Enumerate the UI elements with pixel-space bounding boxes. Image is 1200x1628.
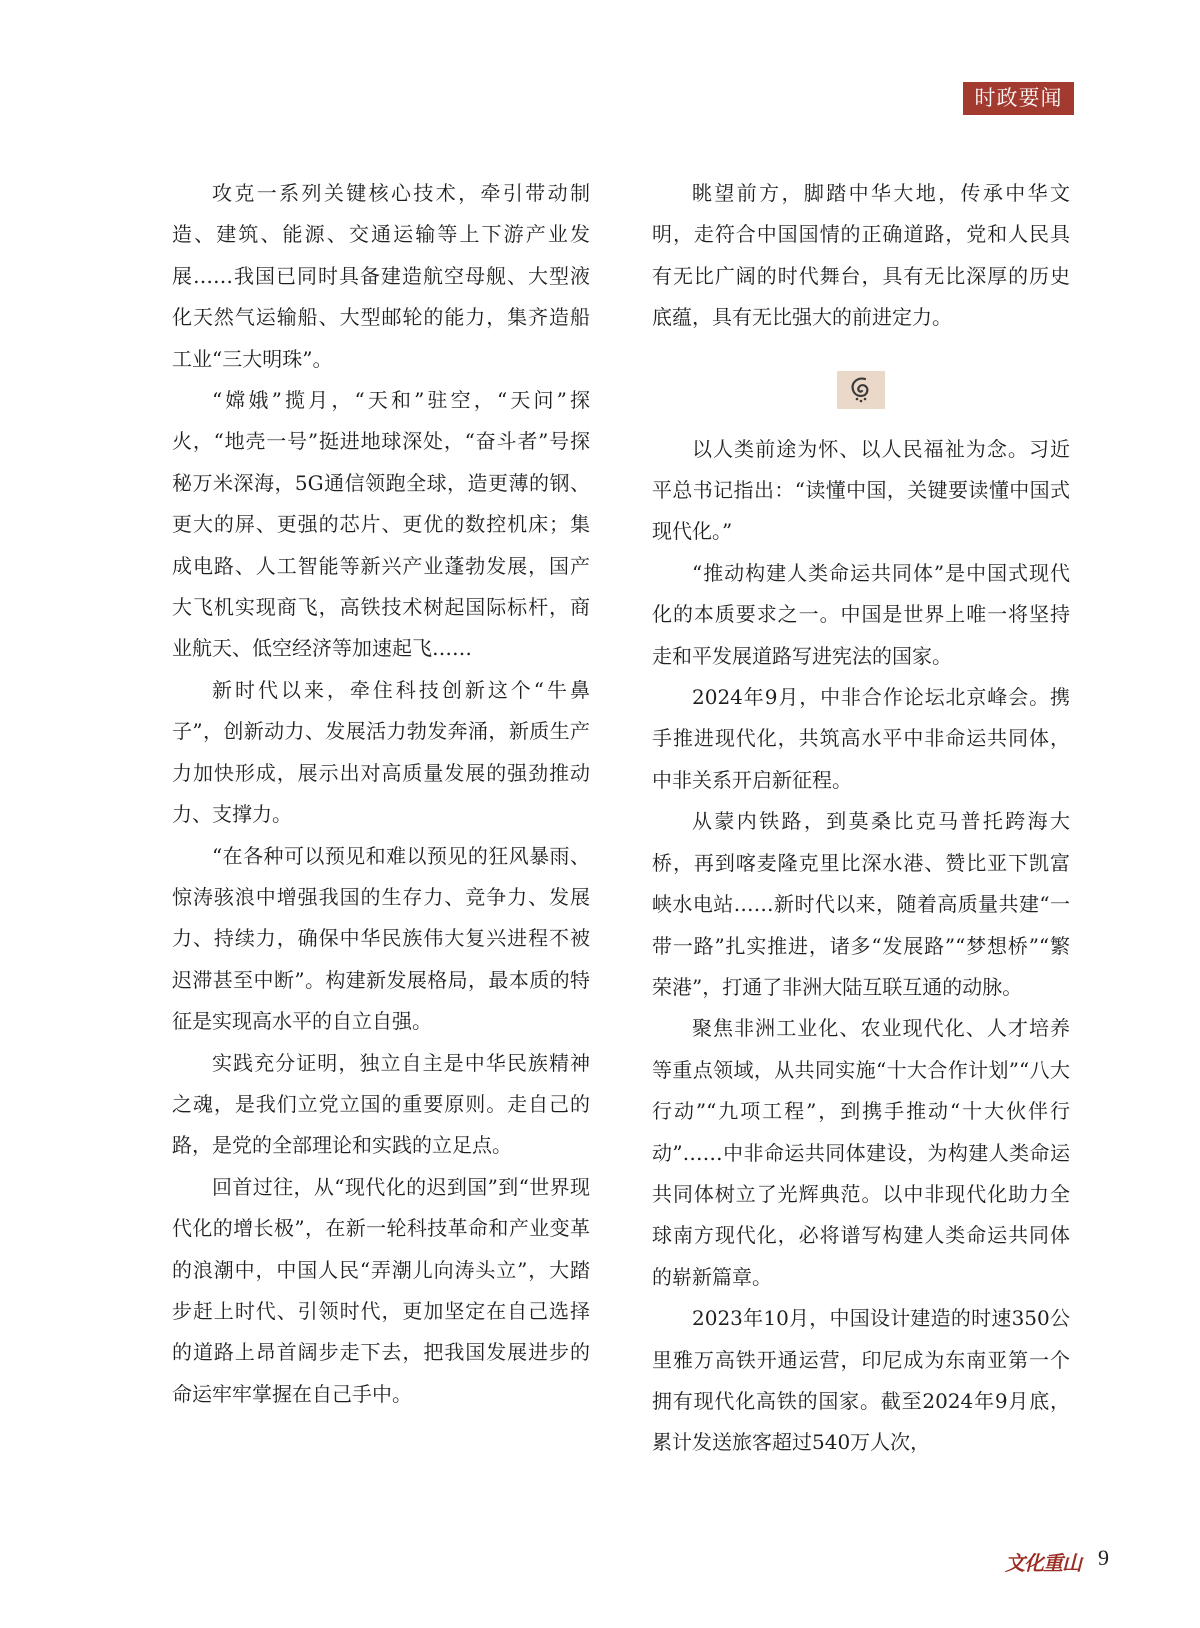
paragraph: “嫦娥”揽月，“天和”驻空，“天问”探火，“地壳一号”挺进地球深处，“奋斗者”号探秘万米深海，5G通信领跑全球，造更薄的钢、更大的屏、更强的芯片、更优的数控机床；集成电路、人工智能等新兴产业蓬勃发展，国产大飞机实现商飞，高铁技术树起国际标杆，商业航天、低空经济等加速起飞…… (172, 388, 590, 661)
paragraph: 2024年9月，中非合作论坛北京峰会。携手推进现代化，共筑高水平中非命运共同体，中非关系开启新征程。 (652, 685, 1070, 792)
paragraph: 实践充分证明，独立自主是中华民族精神之魂，是我们立党立国的重要原则。走自己的路，是党的全部理论和实践的立足点。 (172, 1050, 590, 1158)
paragraph: 以人类前途为怀、以人民福祉为念。习近平总书记指出：“读懂中国，关键要读懂中国式现代化。” (652, 436, 1070, 544)
right-column (652, 173, 1070, 1464)
paragraph: 回首过往，从“现代化的迟到国”到“世界现代化的增长极”，在新一轮科技革命和产业变革的浪潮中，中国人民“弄潮儿向涛头立”，大踏步赶上时代、引领时代，更加坚定在自己选择的道路上昂首阔步走下去，把我国发展进步的命运牢牢掌握在自己手中。 (172, 1174, 590, 1406)
paragraph: “在各种可以预见和难以预见的狂风暴雨、惊涛骇浪中增强我国的生存力、竞争力、发展力、持续力，确保中华民族伟大复兴进程不被迟滞甚至中断”。构建新发展格局，最本质的特征是实现高水平的自立自强。 (172, 843, 590, 1034)
paragraph: 聚焦非洲工业化、农业现代化、人才培养等重点领域，从共同实施“十大合作计划”“八大行动”“九项工程”，到携手推动“十大伙伴行动”……中非命运共同体建设，为构建人类命运共同体树立了光辉典范。以中非现代化助力全球南方现代化，必将谱写构建人类命运共同体的崭新篇章。 (652, 1016, 1070, 1289)
left-column (172, 173, 590, 1415)
paragraph: 从蒙内铁路，到莫桑比克马普托跨海大桥，再到喀麦隆克里比深水港、赞比亚下凯富峡水电站……新时代以来，随着高质量共建“一带一路”扎实推进，诸多“发展路”“梦想桥”“繁荣港”，打通了非洲大陆互联互通的动脉。 (652, 809, 1070, 999)
paragraph: 2023年10月，中国设计建造的时速350公里雅万高铁开通运营，印尼成为东南亚第一个拥有现代化高铁的国家。截至2024年9月底，累计发送旅客超过540万人次， (652, 1306, 1070, 1455)
paragraph: 新时代以来，牵住科技创新这个“牛鼻子”，创新动力、发展活力勃发奔涌，新质生产力加快形成，展示出对高质量发展的强劲推动力、支撑力。 (172, 677, 590, 827)
page-number: 9 (1098, 1545, 1109, 1570)
section-divider (652, 339, 1070, 429)
publication-logo: 文化重山 (1005, 1551, 1081, 1575)
spiral-ornament-icon (837, 371, 885, 409)
paragraph: 攻克一系列关键核心技术，牵引带动制造、建筑、能源、交通运输等上下游产业发展……我国已同时具备建造航空母舰、大型液化天然气运输船、大型邮轮的能力，集齐造船工业“三大明珠”。 (172, 181, 590, 371)
paragraph: 眺望前方，脚踏中华大地，传承中华文明，走符合中国国情的正确道路，党和人民具有无比广阔的时代舞台，具有无比深厚的历史底蕴，具有无比强大的前进定力。 (652, 181, 1070, 330)
paragraph: “推动构建人类命运共同体”是中国式现代化的本质要求之一。中国是世界上唯一将坚持走和平发展道路写进宪法的国家。 (652, 560, 1070, 668)
section-tag: 时政要闻 (963, 82, 1074, 115)
